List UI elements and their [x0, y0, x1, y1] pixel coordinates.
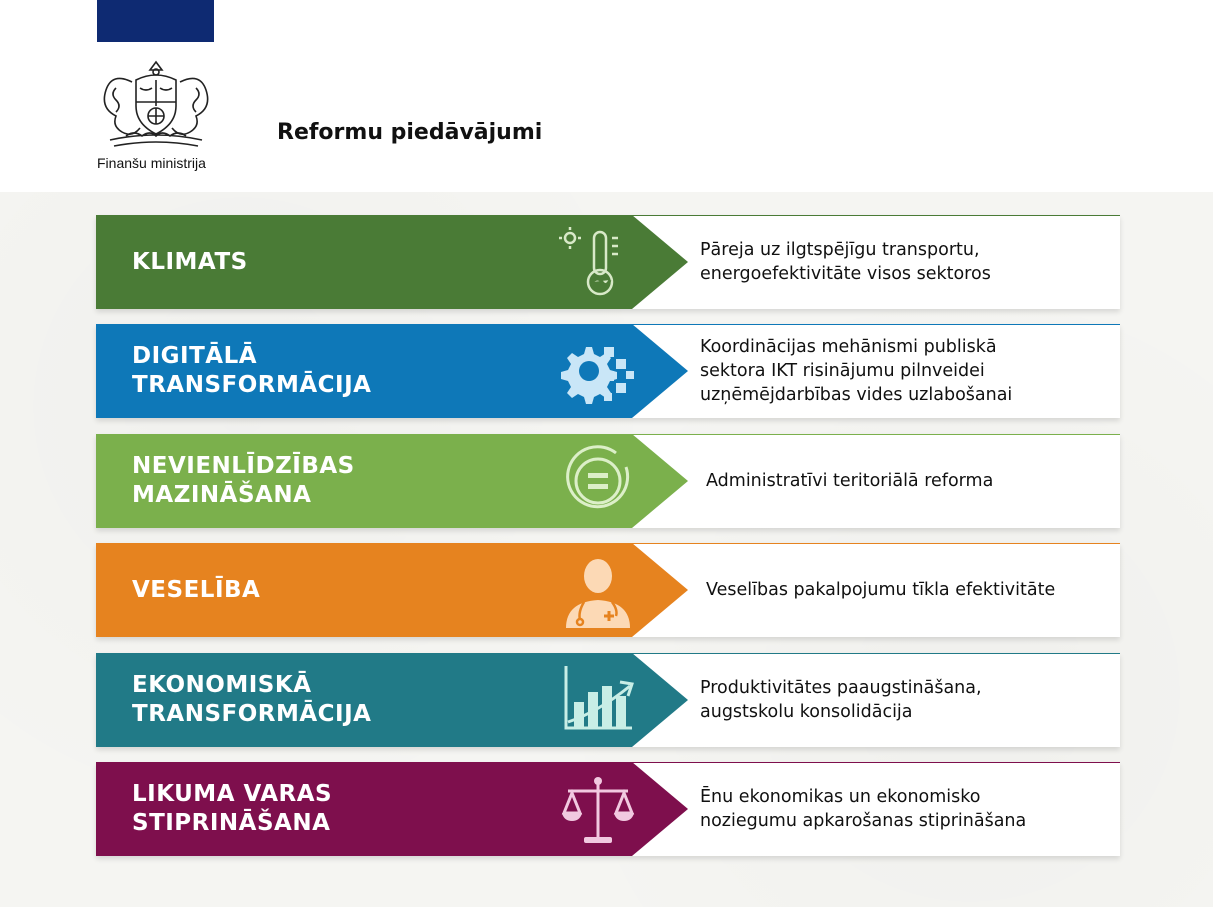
thermometer-earth-icon [558, 224, 638, 300]
reform-row [96, 543, 1120, 637]
category-label-line: TRANSFORMĀCIJA [132, 701, 372, 727]
equality-circle-icon [558, 443, 638, 519]
category-label-line: NEVIENLĪDZĪBAS [132, 453, 355, 479]
reform-description-line: sektora IKT risinājumu pilnveidei [700, 361, 985, 381]
category-label [132, 342, 552, 400]
category-label [132, 248, 552, 277]
category-label-line: TRANSFORMĀCIJA [132, 372, 372, 398]
reform-description-line: Koordinācijas mehānismi publiskā [700, 337, 997, 357]
category-label-line: MAZINĀŠANA [132, 482, 312, 508]
reform-description [706, 578, 1116, 602]
reform-description [700, 335, 1110, 407]
doctor-icon [558, 552, 638, 628]
reform-description [700, 676, 1110, 724]
reform-row [96, 653, 1120, 747]
category-label [132, 452, 552, 510]
reform-description [706, 469, 1116, 493]
reform-description-line: energoefektivitāte visos sektoros [700, 264, 991, 284]
reform-description-line: uzņēmējdarbības vides uzlabošanai [700, 385, 1013, 405]
reform-row [96, 215, 1120, 309]
coat-of-arms-icon [96, 58, 216, 154]
category-label-line: KLIMATS [132, 249, 248, 275]
category-label [132, 671, 552, 729]
reform-description-line: Ēnu ekonomikas un ekonomisko [700, 787, 981, 807]
reform-row [96, 324, 1120, 418]
flag-bar [97, 0, 214, 42]
reform-row [96, 762, 1120, 856]
header [0, 0, 1213, 192]
scales-icon [558, 771, 638, 847]
growth-chart-icon [558, 662, 638, 738]
category-label [132, 780, 552, 838]
category-label [132, 576, 552, 605]
ministry-name: Finanšu ministrija [97, 155, 206, 171]
reform-description-line: Pāreja uz ilgtspējīgu transportu, [700, 240, 980, 260]
category-label-line: DIGITĀLĀ [132, 343, 258, 369]
category-label-line: EKONOMISKĀ [132, 672, 312, 698]
reform-row [96, 434, 1120, 528]
digital-gear-icon [558, 333, 638, 409]
reform-description-line: Produktivitātes paaugstināšana, [700, 678, 982, 698]
reform-description-line: Administratīvi teritoriālā reforma [706, 471, 994, 491]
category-label-line: VESELĪBA [132, 577, 261, 603]
reform-description-line: noziegumu apkarošanas stiprināšana [700, 811, 1027, 831]
reform-description [700, 238, 1110, 286]
category-label-line: LIKUMA VARAS [132, 781, 333, 807]
page-title: Reformu piedāvājumi [277, 120, 543, 145]
category-label-line: STIPRINĀŠANA [132, 810, 331, 836]
reform-description-line: Veselības pakalpojumu tīkla efektivitāte [706, 580, 1056, 600]
reform-description [700, 785, 1110, 833]
reform-description-line: augstskolu konsolidācija [700, 702, 913, 722]
